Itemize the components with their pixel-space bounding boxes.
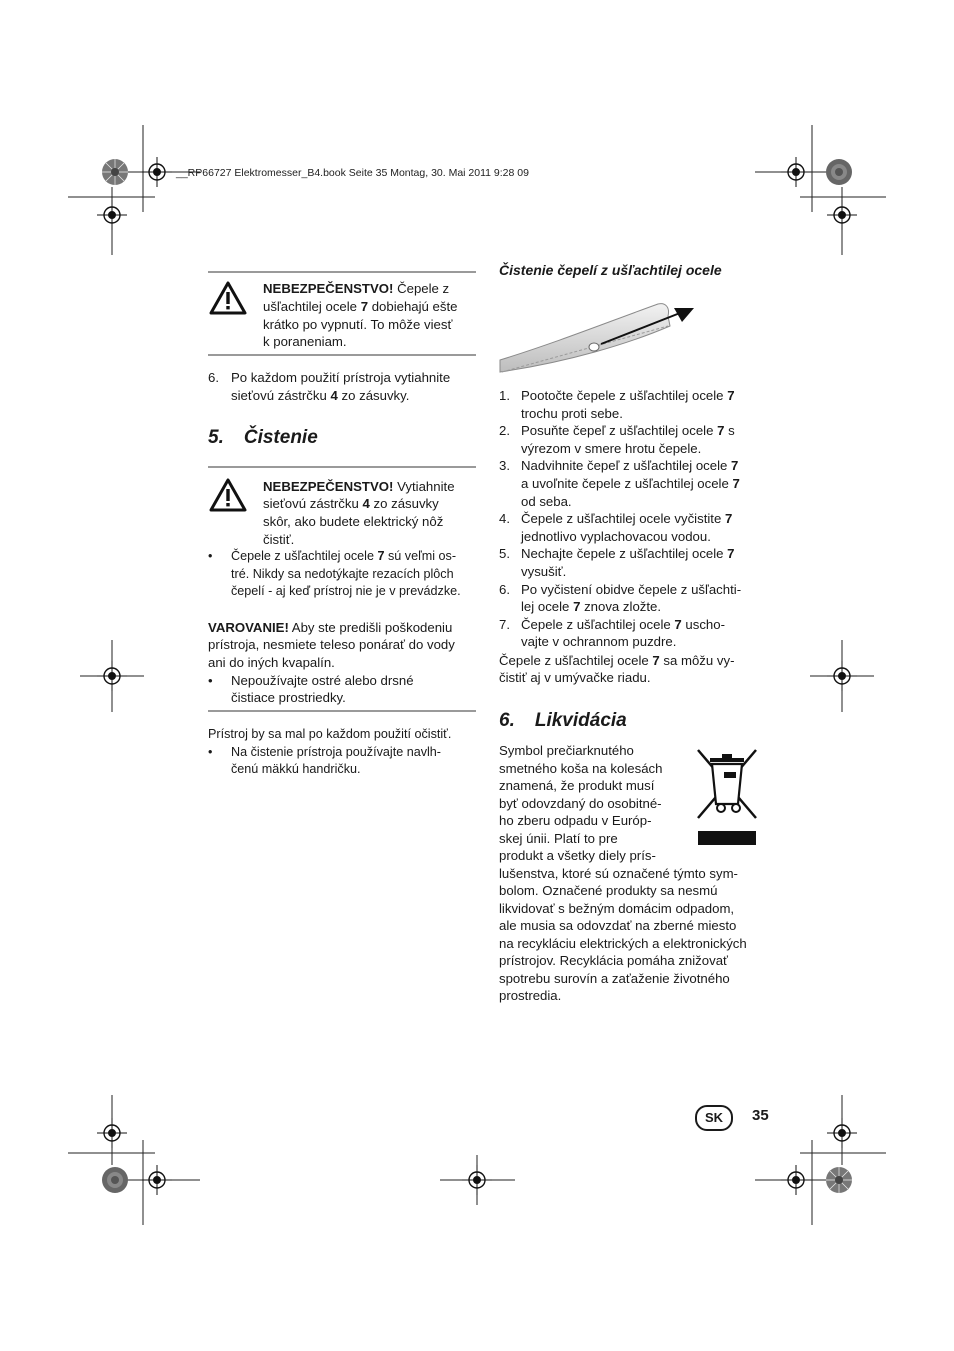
step-text-line: Nadvihnite čepeľ z ušľachtilej ocele 7 xyxy=(521,458,739,474)
disposal-text-line: prostredia. xyxy=(499,988,562,1003)
warning-triangle-icon xyxy=(209,281,247,315)
step-text-line: Čepele z ušľachtilej ocele 7 uscho- xyxy=(521,616,725,632)
step-text-line: trochu proti sebe. xyxy=(521,405,623,421)
registration-mark-icon xyxy=(97,1118,127,1148)
divider xyxy=(208,710,476,712)
registration-mark-icon xyxy=(827,661,857,691)
disposal-text-line: ale musia sa odovzdať na zberné miesto xyxy=(499,918,737,933)
disposal-text-line: ho zberu odpadu v Európ- xyxy=(499,813,652,828)
step-text-line: Po vyčistení obidve čepele z ušľachti- xyxy=(521,581,742,597)
registration-mark-icon xyxy=(781,157,811,187)
color-target-icon xyxy=(100,1165,130,1195)
registration-mark-icon xyxy=(97,200,127,230)
step-number: 6. xyxy=(499,581,510,597)
step-number: 2. xyxy=(499,423,510,439)
disposal-text-line: smetného koša na kolesách xyxy=(499,760,663,776)
disposal-text-line: Symbol prečiarknutého xyxy=(499,743,634,758)
language-badge: SK xyxy=(695,1105,733,1131)
subheading-blade-cleaning: Čistenie čepelí z ušľachtilej ocele xyxy=(499,262,722,278)
step-number: 4. xyxy=(499,511,510,527)
registration-mark-icon xyxy=(827,1118,857,1148)
color-target-icon xyxy=(824,1165,854,1195)
section-heading-cleaning: 5. Čistenie xyxy=(208,427,318,448)
divider xyxy=(208,271,476,273)
step-text-line: a uvoľnite čepele z ušľachtilej ocele 7 xyxy=(521,476,740,491)
disposal-text-line: byť odovzdaný do osobitné- xyxy=(499,795,662,811)
step-number: 1. xyxy=(499,388,510,403)
disposal-text-line: prístrojov. Recyklácia pomáha znižovať xyxy=(499,953,728,968)
registration-mark-icon xyxy=(142,157,172,187)
step-text-line: Nechajte čepele z ušľachtilej ocele 7 xyxy=(521,546,735,562)
disposal-text-line: skej únii. Platí to pre xyxy=(499,830,618,846)
color-target-icon xyxy=(824,157,854,187)
step-text-line: vajte v ochrannom puzdre. xyxy=(521,634,677,650)
color-target-icon xyxy=(100,157,130,187)
weee-crossed-bin-icon xyxy=(694,748,760,848)
disposal-text-line: spotrebu surovín a zaťaženie životného xyxy=(499,970,730,986)
step-number: 5. xyxy=(499,546,510,562)
step-text-line: Pootočte čepele z ušľachtilej ocele 7 xyxy=(521,388,735,403)
divider xyxy=(208,354,476,356)
step-text-line: od seba. xyxy=(521,493,572,509)
step-text-line: Posuňte čepeľ z ušľachtilej ocele 7 s xyxy=(521,423,735,439)
registration-mark-icon xyxy=(142,1165,172,1195)
disposal-text-line: lušenstva, ktoré sú označené týmto sym- xyxy=(499,865,738,881)
disposal-text-line: znamená, že produkt musí xyxy=(499,778,655,793)
step-number: 7. xyxy=(499,616,510,632)
disposal-text-line: bolom. Označené produkty sa nesmú xyxy=(499,883,718,898)
registration-mark-icon xyxy=(462,1165,492,1195)
section-heading-disposal: 6. Likvidácia xyxy=(499,710,627,731)
divider xyxy=(208,466,476,468)
page-number: 35 xyxy=(752,1107,769,1124)
disposal-text-line: produkt a všetky diely prís- xyxy=(499,848,656,863)
step-text-line: vysušiť. xyxy=(521,564,567,579)
step-text-line: Čepele z ušľachtilej ocele vyčistite 7 xyxy=(521,511,733,527)
step-number: 3. xyxy=(499,458,510,474)
warning-triangle-icon xyxy=(209,478,247,512)
blade-illustration xyxy=(498,300,698,380)
step-text-line: lej ocele 7 znova zložte. xyxy=(521,599,662,615)
print-header: __RP66727 Elektromesser_B4.book Seite 35 Montag, 30. Mai 2011 9:28 09 xyxy=(176,167,529,179)
disposal-text-line: na recykláciu elektrických a elektronických xyxy=(499,935,747,951)
registration-mark-icon xyxy=(827,200,857,230)
registration-mark-icon xyxy=(97,661,127,691)
step-text-line: výrezom v smere hrotu čepele. xyxy=(521,440,702,456)
registration-mark-icon xyxy=(781,1165,811,1195)
disposal-text-line: likvidovať s bežným domácim odpadom, xyxy=(499,900,735,916)
step-text-line: jednotlivo vyplachovacou vodou. xyxy=(521,528,711,544)
